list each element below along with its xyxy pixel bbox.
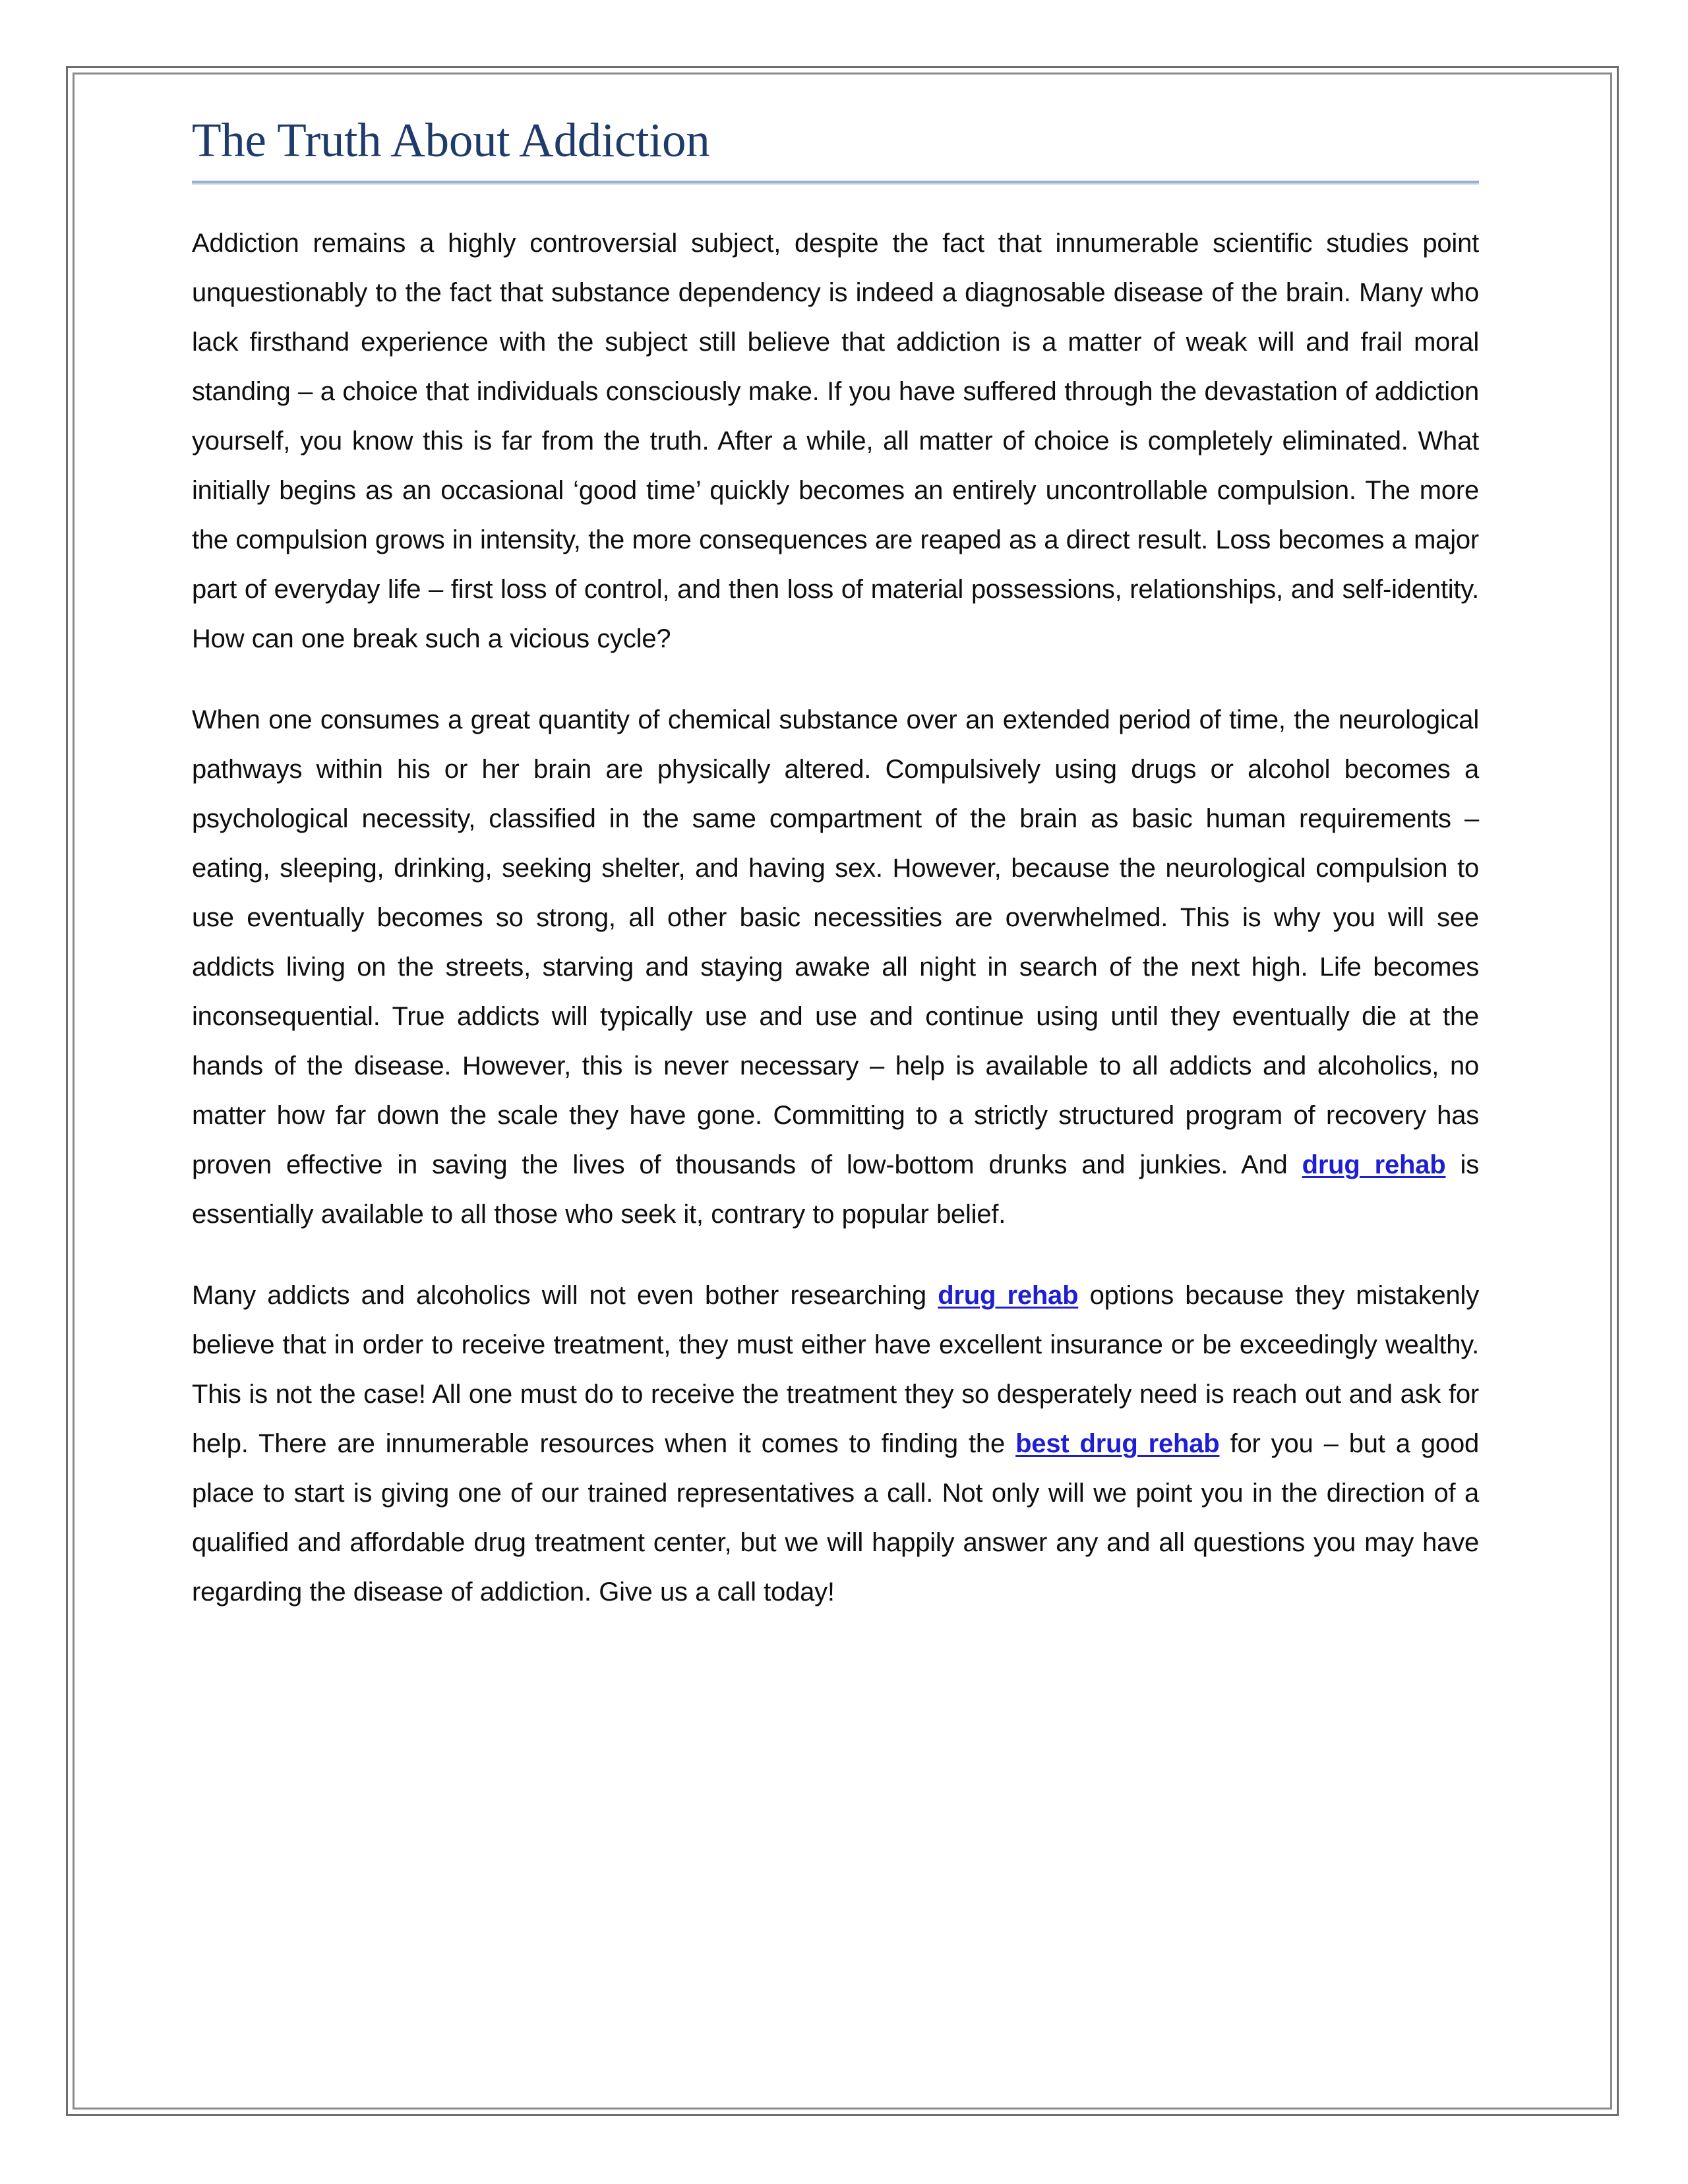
document-body <box>192 219 1479 1617</box>
title-divider <box>192 181 1479 185</box>
paragraph-2: When one consumes a great quantity of chemical substance over an extended period of time, the neurological pathways within his or her brain are physically altered. Compulsively using drugs or alcohol becomes a psychological necessity, classified in the same compartment of the brain as basic human requirements – eating, sleeping, drinking, seeking shelter, and having sex. However, because the neurological compulsion to use eventually becomes so strong, all other basic necessities are overwhelmed. This is why you will see addicts living on the streets, starving and staying awake all night in search of the next high. Life becomes inconsequential. True addicts will typically use and use and continue using until they eventually die at the hands of the disease. However, this is never necessary – help is available to all addicts and alcoholics, no matter how far down the scale they have gone. Committing to a strictly structured program of recovery has proven effective in saving the lives of thousands of low-bottom drunks and junkies. And drug rehab is essentially available to all those who seek it, contrary to popular belief. <box>192 705 1479 1229</box>
document-page <box>66 66 1619 2116</box>
page-title: The Truth About Addiction <box>192 113 710 167</box>
inline-link[interactable]: drug rehab <box>938 1280 1079 1310</box>
paragraph-3: Many addicts and alcoholics will not even bother researching drug rehab options because they mistakenly believe that in order to receive treatment, they must either have excellent insurance or be exceedingly wealthy. This is not the case! All one must do to receive the treatment they so desperately need is reach out and ask for help. There are innumerable resources when it comes to finding the best drug rehab for you – but a good place to start is giving one of our trained representatives a call. Not only will we point you in the direction of a qualified and affordable drug treatment center, but we will happily answer any and all questions you may have regarding the disease of addiction. Give us a call today! <box>192 1280 1479 1607</box>
inline-link[interactable]: drug rehab <box>1302 1150 1446 1179</box>
paragraph-1: Addiction remains a highly controversial subject, despite the fact that innumerable scientific studies point unquestionably to the fact that substance dependency is indeed a diagnosable disease of the brain. Many who lack firsthand experience with the subject still believe that addiction is a matter of weak will and frail moral standing – a choice that individuals consciously make. If you have suffered through the devastation of addiction yourself, you know this is far from the truth. After a while, all matter of choice is completely eliminated. What initially begins as an occasional ‘good time’ quickly becomes an entirely uncontrollable compulsion. The more the compulsion grows in intensity, the more consequences are reaped as a direct result. Loss becomes a major part of everyday life – first loss of control, and then loss of material possessions, relationships, and self-identity. How can one break such a vicious cycle? <box>192 228 1479 653</box>
document-content <box>192 115 1479 1617</box>
inline-link[interactable]: best drug rehab <box>1015 1429 1220 1458</box>
document-page-inner-border <box>73 73 1612 2110</box>
